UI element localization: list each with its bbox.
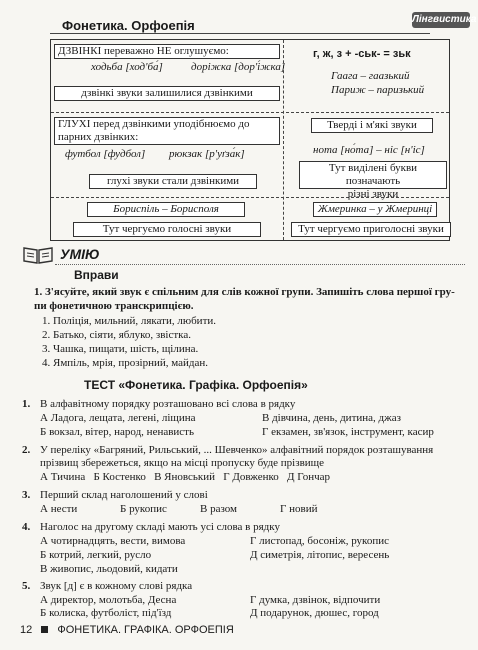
q2-text-2: прізвищ збережеться, якщо на місці пропуску буде прізвище	[40, 457, 325, 469]
q3-number: 3.	[22, 489, 31, 501]
test-title: ТЕСТ «Фонетика. Графіка. Орфоепія»	[84, 378, 308, 392]
consonant-alternation-box: Жмеринка – у Жмеринці	[313, 202, 437, 217]
vowel-alternation-box: Бориспіль – Борисполя	[87, 202, 245, 217]
exercise-1-item-3: 3. Чашка, пищати, шість, щілина.	[42, 343, 199, 355]
q2-text-1: У переліку «Багряний, Рильський, ... Шевченко» алфавітний порядок розташування	[40, 444, 434, 456]
q4-text: Наголос на другому складі мають усі слова в рядку	[40, 521, 280, 533]
section-divider	[55, 264, 465, 265]
header-divider	[50, 33, 430, 34]
table-divider-1	[51, 112, 449, 113]
hard-soft-box: Тверді і м'які звуки	[311, 118, 433, 133]
q2-number: 2.	[22, 444, 31, 456]
hard-soft-note-line-1: Тут виділені букви позначають	[328, 162, 418, 187]
section-tag: Лінгвистика	[412, 12, 470, 28]
page-number: 12	[20, 624, 33, 636]
q5-number: 5.	[22, 580, 31, 592]
q4-option-g[interactable]: Г листопад, босоніж, рукопис	[250, 535, 389, 547]
hard-soft-note-box	[299, 161, 447, 200]
q5-option-d[interactable]: Д подарунок, дюшес, город	[250, 607, 379, 619]
q3-option-g[interactable]: Г новий	[280, 503, 318, 515]
skk-rule: г, ж, з + -ськ- = зьк	[313, 48, 411, 60]
q5-text: Звук [д] є в кожному слові рядка	[40, 580, 193, 592]
hard-soft-note-line-2: різні звуки	[347, 188, 399, 200]
q5-option-g[interactable]: Г думка, дзвінок, відпочити	[250, 594, 381, 606]
voiced-example-1: ходьба [ходʹба́]	[91, 61, 163, 73]
exercise-1-item-2: 2. Батько, сіяти, яблуко, звістка.	[42, 329, 191, 341]
page-header: Фонетика. Орфоепія	[62, 18, 195, 33]
exercise-1-item-1: 1. Поліція, мильний, лякати, любити.	[42, 315, 217, 327]
exercise-1-item-4: 4. Ямпіль, мрія, прозірний, майдан.	[42, 357, 209, 369]
consonant-alternation-note: Тут чергуємо приголосні звуки	[291, 222, 451, 237]
q3-text: Перший склад наголошений у слові	[40, 489, 208, 501]
skk-example-2: Париж – паризький	[331, 84, 425, 96]
voiceless-rule-line-2: парних дзвінких:	[58, 131, 139, 143]
vowel-alternation-note: Тут чергуємо голосні звуки	[73, 222, 261, 237]
q4-option-d[interactable]: Д симетрія, літопис, вересень	[250, 549, 390, 561]
q1-option-g[interactable]: Г екзамен, зв'язок, інструмент, касир	[262, 426, 434, 438]
q4-option-b[interactable]: Б котрий, легкий, русло	[40, 549, 152, 561]
voiceless-rule-box	[54, 117, 280, 145]
q3-option-v[interactable]: В разом	[200, 503, 238, 515]
voiceless-note-box: глухі звуки стали дзвінкими	[89, 174, 257, 189]
section-title: УМІЮ	[60, 246, 100, 262]
exercise-1-line-2: пи фонетичною транскрипцією.	[34, 300, 194, 312]
q1-text: В алфавітному порядку розташовано всі слова в рядку	[40, 398, 296, 410]
q4-number: 4.	[22, 521, 31, 533]
skk-example-1: Гаага – гаазький	[331, 70, 410, 82]
footer-square-icon	[41, 626, 48, 633]
q1-option-a[interactable]: А Ладога, лещата, легені, ліщина	[40, 412, 196, 424]
q2-options[interactable]: А Тичина Б Костенко В Яновський Г Довженко Д Гончар	[40, 471, 330, 483]
voiced-example-2: доріжка [дорʹі́жка]	[191, 61, 286, 73]
q4-option-a[interactable]: А чотирнадцять, вести, вимова	[40, 535, 186, 547]
rules-table	[50, 39, 450, 241]
book-icon	[22, 245, 54, 265]
voiceless-rule-line-1: ГЛУХІ перед дзвінкими уподібнюємо до	[58, 118, 250, 130]
voiced-rule-box: ДЗВІНКІ переважно НЕ оглушуємо:	[54, 44, 280, 59]
q3-option-a[interactable]: А нести	[40, 503, 78, 515]
page-footer	[20, 624, 234, 636]
q1-option-v[interactable]: В дівчина, день, дитина, джаз	[262, 412, 401, 424]
q3-option-b[interactable]: Б рукопис	[120, 503, 167, 515]
footer-label: ФОНЕТИКА. ГРАФІКА. ОРФОЕПІЯ	[57, 624, 234, 636]
q5-option-a[interactable]: А директор, молотьба, Десна	[40, 594, 177, 606]
q1-number: 1.	[22, 398, 31, 410]
exercise-1-line-1: 1. З'ясуйте, який звук є спільним для слів кожної групи. Запишіть слова першої гру-	[34, 286, 455, 298]
q1-option-b[interactable]: Б вокзал, вітер, народ, ненависть	[40, 426, 195, 438]
q4-option-v[interactable]: В живопис, льодовий, кидати	[40, 563, 178, 575]
exercises-subtitle: Вправи	[74, 268, 119, 282]
voiced-note-box: дзвінкі звуки залишилися дзвінкими	[54, 86, 280, 101]
voiceless-example-1: футбол [фудбол]	[65, 148, 146, 160]
q5-option-b[interactable]: Б колиска, футболіст, під'їзд	[40, 607, 172, 619]
hard-soft-example: нота [но́та] – ніс [нʹіс]	[313, 144, 425, 156]
voiceless-example-2: рюкзак [рʹуґза́к]	[169, 148, 245, 160]
